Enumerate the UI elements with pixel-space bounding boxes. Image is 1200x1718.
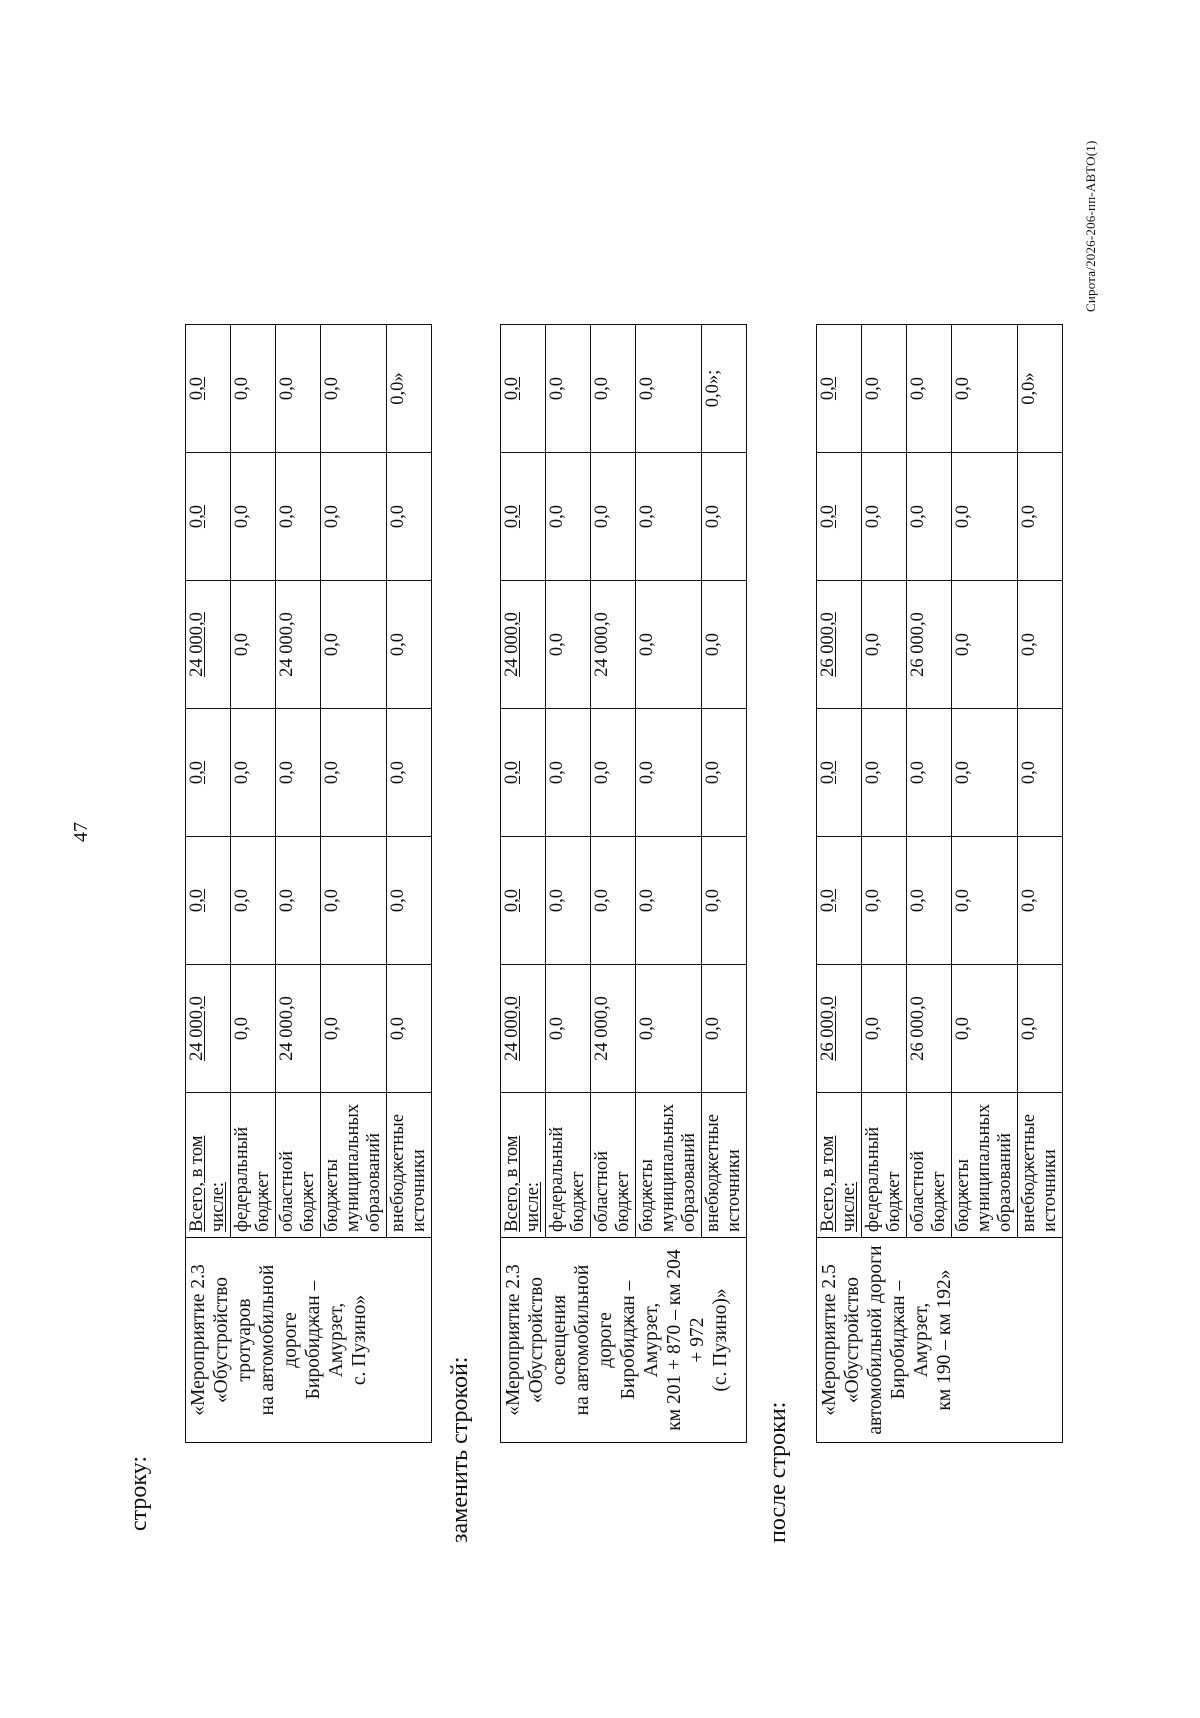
activity-name-line: «Мероприятие 2.3 <box>188 1264 209 1416</box>
amount-cell: 0,0 <box>907 709 952 837</box>
activity-name-line: «Мероприятие 2.3 <box>503 1264 524 1416</box>
amount-cell: 24 000,0 <box>591 965 636 1093</box>
amount-cell: 0,0 <box>501 325 546 453</box>
amount-cell: 0,0 <box>862 709 907 837</box>
amount-cell: 0,0 <box>276 837 321 965</box>
amount-cell: 0,0 <box>186 709 231 837</box>
funding-source-cell: бюджеты муниципальных образований <box>321 1093 387 1238</box>
activity-name-cell <box>817 1238 1063 1443</box>
amount-cell: 0,0 <box>321 837 387 965</box>
amount-cell: 0,0 <box>702 965 747 1093</box>
activity-name-cell <box>501 1238 747 1443</box>
amount-cell: 24 000,0 <box>186 581 231 709</box>
amount-cell: 0,0 <box>231 965 276 1093</box>
amount-cell: 0,0 <box>952 965 1018 1093</box>
funding-source-cell: областной бюджет <box>907 1093 952 1238</box>
page-number: 47 <box>70 822 92 842</box>
amount-cell: 0,0 <box>702 581 747 709</box>
amount-cell: 0,0 <box>546 965 591 1093</box>
amount-cell: 0,0 <box>321 709 387 837</box>
funding-source-cell: внебюджетные источники <box>702 1093 747 1238</box>
amount-cell: 0,0 <box>387 709 432 837</box>
activity-name-line: «Мероприятие 2.5 <box>819 1264 840 1416</box>
amount-cell: 0,0 <box>1018 581 1063 709</box>
amount-cell: 26 000,0 <box>907 581 952 709</box>
activity-name-line: Биробиджан – Амурзет, <box>888 1280 932 1400</box>
label-after-row: после строки: <box>765 1401 791 1543</box>
funding-source-cell: бюджеты муниципальных образований <box>952 1093 1018 1238</box>
funding-source-cell: федеральный бюджет <box>862 1093 907 1238</box>
amount-cell: 0,0 <box>862 581 907 709</box>
amount-cell: 0,0 <box>321 581 387 709</box>
funding-source-cell: бюджеты муниципальных образований <box>636 1093 702 1238</box>
label-replace-with: заменить строкой: <box>447 1356 473 1543</box>
amount-cell: 0,0 <box>952 709 1018 837</box>
amount-cell: 0,0 <box>186 453 231 581</box>
amount-cell: 0,0 <box>321 325 387 453</box>
activity-name-line: (с. Пузино)» <box>710 1288 731 1392</box>
amount-cell: 0,0 <box>907 837 952 965</box>
amount-cell: 0,0 <box>387 581 432 709</box>
amount-cell: 24 000,0 <box>501 581 546 709</box>
amount-cell: 24 000,0 <box>501 965 546 1093</box>
amount-cell: 0,0 <box>817 837 862 965</box>
amount-cell: 0,0 <box>186 837 231 965</box>
amount-cell: 0,0 <box>231 453 276 581</box>
amount-cell: 0,0 <box>591 837 636 965</box>
activity-name-line: на автомобильной дороге <box>572 1264 616 1416</box>
amount-cell: 0,0 <box>276 325 321 453</box>
amount-cell: 0,0 <box>1018 965 1063 1093</box>
amount-cell: 0,0 <box>186 325 231 453</box>
amount-cell: 0,0 <box>276 453 321 581</box>
amount-cell: 0,0 <box>636 325 702 453</box>
activity-name-line: с. Пузино» <box>349 1294 370 1386</box>
label-replace-row: строку: <box>126 1455 152 1531</box>
activity-name-cell <box>186 1238 432 1443</box>
amount-cell: 0,0 <box>1018 709 1063 837</box>
amount-cell: 0,0 <box>1018 453 1063 581</box>
funding-source-cell: внебюджетные источники <box>1018 1093 1063 1238</box>
amount-cell: 0,0 <box>546 837 591 965</box>
funding-source-cell: областной бюджет <box>276 1093 321 1238</box>
amount-cell: 24 000,0 <box>276 581 321 709</box>
funding-source-cell: областной бюджет <box>591 1093 636 1238</box>
amount-cell: 0,0 <box>862 837 907 965</box>
amount-cell: 0,0 <box>591 453 636 581</box>
funding-source-cell: Всего, в том числе: <box>186 1093 231 1238</box>
amount-cell: 0,0 <box>636 581 702 709</box>
amount-cell: 0,0 <box>702 709 747 837</box>
amount-cell: 26 000,0 <box>907 965 952 1093</box>
activity-name-line: «Обустройство тротуаров <box>211 1276 255 1404</box>
amount-cell: 0,0 <box>952 837 1018 965</box>
activity-name-line: Биробиджан – Амурзет, <box>303 1280 347 1400</box>
amount-cell: 0,0 <box>636 965 702 1093</box>
activity-name-line: км 190 – км 192» <box>934 1269 955 1411</box>
table-row <box>186 197 231 1443</box>
amount-cell: 0,0 <box>952 453 1018 581</box>
table-replacement-row <box>500 196 747 1443</box>
activity-name-line: «Обустройство <box>842 1276 863 1404</box>
activity-name-line: на автомобильной дороге <box>257 1264 301 1416</box>
funding-source-cell: внебюджетные источники <box>387 1093 432 1238</box>
amount-cell: 0,0 <box>862 453 907 581</box>
document-footer: Сирота/2026-206-пп-АВТО(1) <box>1083 140 1098 312</box>
amount-cell: 0,0 <box>862 325 907 453</box>
amount-cell: 0,0 <box>387 453 432 581</box>
table-row <box>501 197 546 1443</box>
activity-name-line: «Обустройство освещения <box>526 1276 570 1404</box>
amount-cell: 0,0 <box>591 709 636 837</box>
amount-cell: 0,0» <box>387 325 432 453</box>
amount-cell: 0,0 <box>817 325 862 453</box>
amount-cell: 0,0 <box>501 453 546 581</box>
amount-cell: 0,0 <box>702 837 747 965</box>
amount-cell: 0,0 <box>817 453 862 581</box>
amount-cell: 0,0 <box>321 453 387 581</box>
funding-source-cell: Всего, в том числе: <box>501 1093 546 1238</box>
funding-source-cell: федеральный бюджет <box>546 1093 591 1238</box>
amount-cell: 0,0 <box>387 837 432 965</box>
amount-cell: 0,0 <box>862 965 907 1093</box>
amount-cell: 24 000,0 <box>276 965 321 1093</box>
amount-cell: 26 000,0 <box>817 965 862 1093</box>
activity-name-line: Биробиджан – Амурзет, <box>618 1280 662 1400</box>
amount-cell: 0,0 <box>907 453 952 581</box>
amount-cell: 0,0 <box>907 325 952 453</box>
amount-cell: 0,0 <box>636 837 702 965</box>
amount-cell: 0,0 <box>546 325 591 453</box>
amount-cell: 0,0 <box>817 709 862 837</box>
amount-cell: 0,0»; <box>702 325 747 453</box>
funding-source-cell: Всего, в том числе: <box>817 1093 862 1238</box>
amount-cell: 0,0 <box>231 837 276 965</box>
amount-cell: 0,0 <box>501 709 546 837</box>
amount-cell: 0,0 <box>501 837 546 965</box>
amount-cell: 0,0 <box>591 325 636 453</box>
funding-source-cell: федеральный бюджет <box>231 1093 276 1238</box>
amount-cell: 0,0 <box>952 325 1018 453</box>
amount-cell: 24 000,0 <box>186 965 231 1093</box>
amount-cell: 24 000,0 <box>591 581 636 709</box>
amount-cell: 0,0 <box>231 325 276 453</box>
amount-cell: 0,0 <box>636 709 702 837</box>
amount-cell: 26 000,0 <box>817 581 862 709</box>
amount-cell: 0,0 <box>546 709 591 837</box>
amount-cell: 0,0 <box>231 581 276 709</box>
amount-cell: 0,0 <box>1018 837 1063 965</box>
amount-cell: 0,0 <box>702 453 747 581</box>
activity-name-line: км 201 + 870 – км 204 + 972 <box>664 1249 708 1431</box>
amount-cell: 0,0 <box>387 965 432 1093</box>
amount-cell: 0,0 <box>276 709 321 837</box>
amount-cell: 0,0 <box>231 709 276 837</box>
table-row <box>817 197 862 1443</box>
amount-cell: 0,0» <box>1018 325 1063 453</box>
table-after-row <box>816 196 1063 1443</box>
table-original-row <box>185 196 432 1443</box>
amount-cell: 0,0 <box>546 581 591 709</box>
amount-cell: 0,0 <box>321 965 387 1093</box>
amount-cell: 0,0 <box>546 453 591 581</box>
amount-cell: 0,0 <box>636 453 702 581</box>
amount-cell: 0,0 <box>952 581 1018 709</box>
activity-name-line: автомобильной дороги <box>865 1245 886 1435</box>
